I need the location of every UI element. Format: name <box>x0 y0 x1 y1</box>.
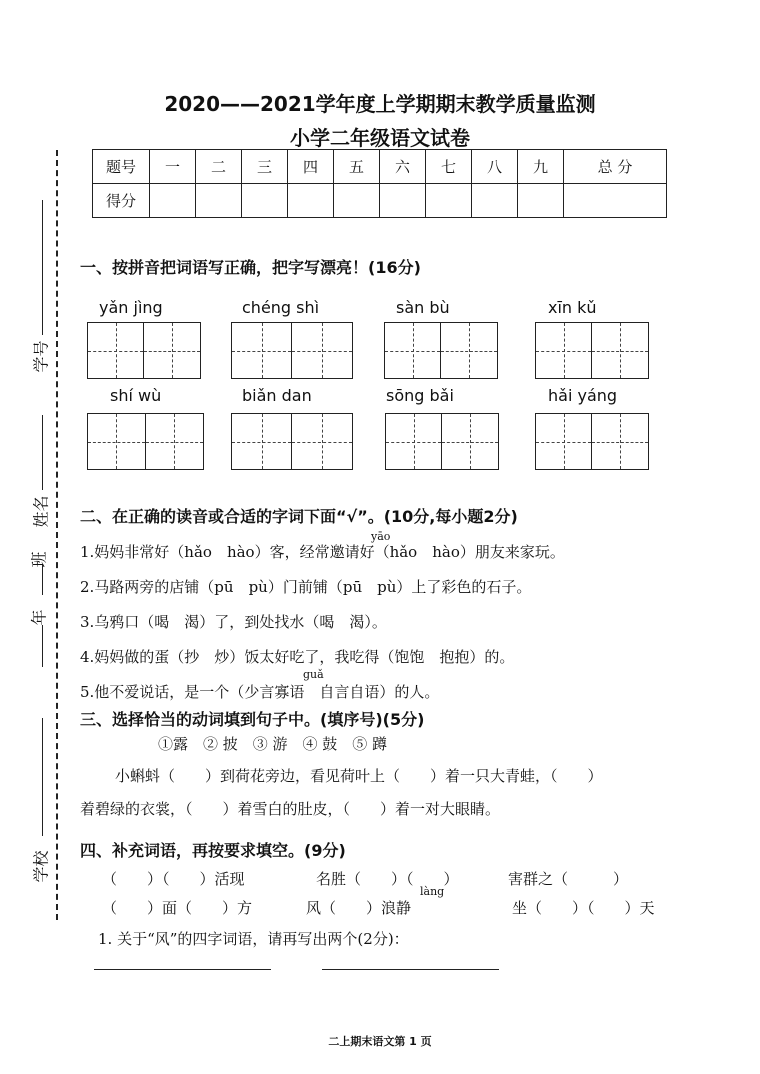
student-id-write-line[interactable] <box>42 200 43 335</box>
character-grid[interactable] <box>384 322 498 379</box>
score-input-cell[interactable] <box>288 184 334 218</box>
score-input-cell[interactable] <box>380 184 426 218</box>
score-input-cell[interactable] <box>334 184 380 218</box>
score-input-cell[interactable] <box>472 184 518 218</box>
score-input-cell[interactable] <box>242 184 288 218</box>
idiom-blank: 坐（ ）（ ）天 <box>512 899 655 917</box>
question-2-1: 1.妈妈非常好（hǎo hào）客，经常邀请好（hǎo hào）朋友来家玩。 <box>80 543 565 561</box>
table-cell: 六 <box>380 150 426 184</box>
idiom-blank: （ ）（ ）活现 <box>102 870 245 888</box>
score-input-cell[interactable] <box>518 184 564 218</box>
ruby-annotation: làng <box>420 885 445 898</box>
answer-line[interactable] <box>94 969 271 970</box>
idiom-blank: 风（ ）浪静 <box>306 899 412 917</box>
table-cell: 总 分 <box>564 150 667 184</box>
question-2-2: 2.马路两旁的店铺（pū pù）门前铺（pū pù）上了彩色的石子。 <box>80 578 532 596</box>
score-input-cell[interactable] <box>196 184 242 218</box>
table-cell: 一 <box>150 150 196 184</box>
table-cell: 九 <box>518 150 564 184</box>
pinyin-label: shí wù <box>110 386 162 405</box>
table-cell: 五 <box>334 150 380 184</box>
name-write-line[interactable] <box>42 415 43 490</box>
character-grid[interactable] <box>535 322 649 379</box>
question-4-1: 1. 关于“风”的四字词语，请再写出两个(2分)： <box>98 930 409 948</box>
student-id-label: 学号 <box>31 340 51 373</box>
character-grid[interactable] <box>385 413 499 470</box>
score-input-cell[interactable] <box>426 184 472 218</box>
idiom-blank: 害群之（ ） <box>508 870 629 888</box>
table-cell: 三 <box>242 150 288 184</box>
section3-heading: 三、选择恰当的动词填到句子中。(填序号)(5分) <box>80 710 425 729</box>
pinyin-label: biǎn dan <box>242 386 312 405</box>
pinyin-label: hǎi yáng <box>548 386 618 405</box>
exam-subtitle: 小学二年级语文试卷 <box>290 126 470 150</box>
table-cell: 七 <box>426 150 472 184</box>
section1-heading: 一、按拼音把词语写正确，把字写漂亮！(16分) <box>80 258 421 277</box>
section4-heading: 四、补充词语，再按要求填空。(9分) <box>80 841 346 860</box>
pinyin-label: sàn bù <box>396 298 450 317</box>
pinyin-label: chéng shì <box>242 298 320 317</box>
school-write-line[interactable] <box>42 718 43 836</box>
school-label: 学校 <box>31 850 51 883</box>
name-label: 姓名 <box>31 495 51 528</box>
table-cell: 八 <box>472 150 518 184</box>
idiom-blank: （ ）面（ ）方 <box>102 899 253 917</box>
character-grid[interactable] <box>535 413 649 470</box>
score-input-cell[interactable] <box>564 184 667 218</box>
answer-line[interactable] <box>322 969 499 970</box>
class-write-line[interactable] <box>42 565 43 595</box>
score-table-score-row <box>93 184 667 218</box>
question-2-4: 4.妈妈做的蛋（抄 炒）饭太好吃了，我吃得（饱饱 抱抱）的。 <box>80 648 515 666</box>
pinyin-label: yǎn jìng <box>99 298 163 317</box>
table-cell: 得分 <box>93 184 150 218</box>
score-table <box>92 149 667 218</box>
character-grid[interactable] <box>87 413 204 470</box>
table-cell: 题号 <box>93 150 150 184</box>
character-grid[interactable] <box>231 322 353 379</box>
grade-write-line[interactable] <box>42 625 43 667</box>
page-footer: 二上期末语文第 1 页 <box>328 1035 432 1048</box>
character-grid[interactable] <box>231 413 353 470</box>
idiom-blank: 名胜（ ）（ ） <box>316 870 459 888</box>
section2-heading: 二、在正确的读音或合适的字词下面“√”。(10分,每小题2分) <box>80 507 518 526</box>
ruby-annotation: yāo <box>371 530 391 543</box>
table-cell: 四 <box>288 150 334 184</box>
character-grid[interactable] <box>87 322 201 379</box>
pinyin-label: xīn kǔ <box>548 298 597 317</box>
binding-dashed-line <box>56 150 58 920</box>
grade-label: 年 <box>29 609 49 626</box>
pinyin-label: sōng bǎi <box>386 386 454 405</box>
ruby-annotation: guǎ <box>303 668 324 681</box>
class-label: 班 <box>29 551 49 568</box>
table-cell: 二 <box>196 150 242 184</box>
score-input-cell[interactable] <box>150 184 196 218</box>
verb-options: ①露 ② 披 ③ 游 ④ 鼓 ⑤ 蹲 <box>158 735 388 753</box>
score-table-header-row <box>93 150 667 184</box>
exam-title: 2020——2021学年度上学期期末教学质量监测 <box>164 92 596 116</box>
section3-passage-line1: 小蝌蚪（ ）到荷花旁边，看见荷叶上（ ）着一只大青蛙，（ ） <box>115 767 603 785</box>
question-2-3: 3.乌鸦口（喝 渴）了，到处找水（喝 渴）。 <box>80 613 387 631</box>
question-2-5: 5.他不爱说话，是一个（少言寡语 自言自语）的人。 <box>80 683 440 701</box>
section3-passage-line2: 着碧绿的衣裳，（ ）着雪白的肚皮，（ ）着一对大眼睛。 <box>80 800 501 818</box>
